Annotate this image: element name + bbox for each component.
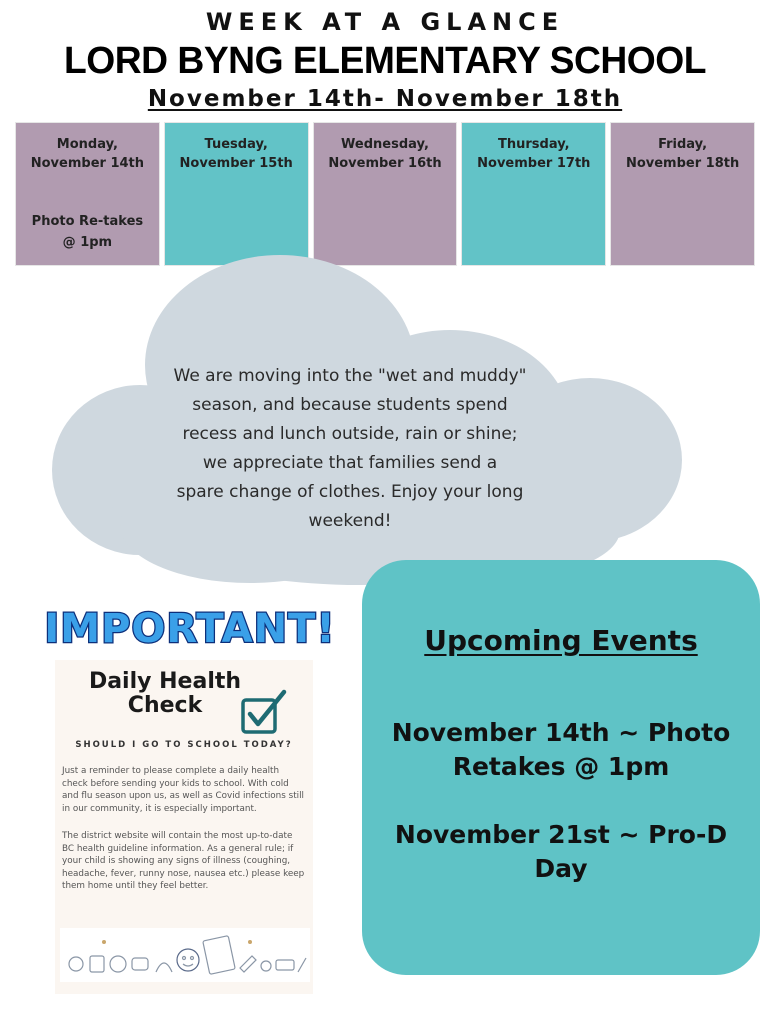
school-supplies-illustration — [60, 928, 310, 982]
day-date: November 17th — [477, 156, 591, 171]
day-event-line2: @ 1pm — [62, 235, 113, 250]
health-line: them home until they feel better. — [62, 881, 209, 891]
cloud-line: recess and lunch outside, rain or shine; — [182, 424, 518, 444]
upcoming-events-title-text: Upcoming Events — [424, 624, 698, 657]
health-line: Just a reminder to please complete a daily health — [62, 766, 280, 776]
week-dates — [0, 86, 770, 112]
day-event-line1: Photo Re-takes — [31, 214, 144, 229]
day-name: Wednesday, — [341, 137, 429, 152]
day-date: November 15th — [179, 156, 293, 171]
event-line1: November 14th ~ Photo — [391, 718, 731, 747]
day-name: Tuesday, — [204, 137, 268, 152]
school-name: LORD BYNG ELEMENTARY SCHOOL — [64, 40, 706, 82]
checkbox-checked-icon — [240, 688, 290, 736]
health-check-subtitle: SHOULD I GO TO SCHOOL TODAY? — [75, 740, 293, 750]
cloud-line: season, and because students spend — [192, 395, 508, 415]
event-line2: Retakes @ 1pm — [452, 752, 670, 781]
health-check-title-line2: Check — [127, 693, 203, 718]
event-line1: November 21st ~ Pro-D — [394, 820, 728, 849]
cloud-line: spare change of clothes. Enjoy your long — [176, 482, 524, 502]
health-line: your child is showing any signs of illness (coughing, — [62, 856, 291, 866]
health-line: The district website will contain the most up-to-date — [62, 831, 293, 841]
cloud-line: we appreciate that families send a — [202, 453, 498, 473]
event-item — [372, 716, 750, 784]
doodle-icons — [60, 928, 310, 982]
health-check-paragraph — [62, 765, 306, 815]
health-line: check before sending your kids to school. With cold — [62, 778, 289, 789]
health-check-title-line1: Daily Health — [88, 669, 242, 694]
cloud-line: weekend! — [308, 511, 392, 531]
day-wednesday — [313, 122, 458, 266]
cloud-message — [155, 362, 545, 536]
event-line2: Day — [534, 854, 588, 883]
week-dates-text: November 14th- November 18th — [147, 86, 623, 112]
health-check-paragraph — [62, 830, 306, 893]
important-banner — [40, 598, 340, 656]
health-line: and flu season upon us, as well as Covid infections still — [62, 791, 304, 801]
cloud-line: We are moving into the "wet and muddy" — [173, 366, 527, 386]
header-kicker: WEEK AT A GLANCE — [205, 8, 565, 36]
important-text: IMPORTANT! — [44, 606, 336, 652]
health-line: BC health guideline information. As a general rule; if — [62, 843, 294, 854]
day-date: November 14th — [30, 156, 145, 171]
upcoming-events-title — [362, 624, 760, 657]
day-monday — [15, 122, 160, 266]
day-name: Monday, — [56, 137, 118, 152]
day-tuesday — [164, 122, 309, 266]
day-date: November 18th — [625, 156, 740, 171]
day-name: Friday, — [658, 137, 708, 152]
health-line: in our community, it is especially important. — [62, 803, 257, 814]
day-event — [16, 211, 159, 253]
event-item — [372, 818, 750, 886]
day-thursday — [461, 122, 606, 266]
day-date: November 16th — [328, 156, 442, 171]
week-days-row — [15, 122, 755, 266]
health-line: headache, fever, runny nose, nausea etc.) please keep — [62, 868, 305, 879]
day-name: Thursday, — [497, 137, 570, 152]
day-friday — [610, 122, 755, 266]
